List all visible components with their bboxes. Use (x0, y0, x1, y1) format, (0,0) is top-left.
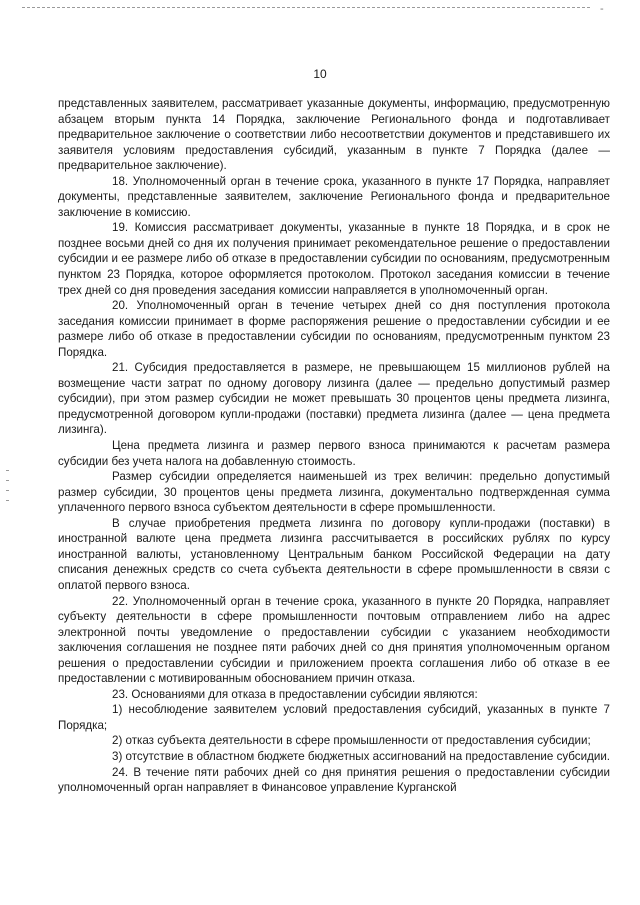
paragraph: Цена предмета лизинга и размер первого взноса принимаются к расчетам размера субсидии без учета налога на добавленную стоимость. (58, 439, 610, 468)
paragraph: Размер субсидии определяется наименьшей из трех величин: предельно допустимый размер субсидии, 30 процентов цены предмета лизинга, документально подтвержденная сумма уплаченного первого взноса субъектом деятельности в сфере промышленности. (58, 470, 610, 515)
paragraph: 22. Уполномоченный орган в течение срока, указанного в пункте 20 Порядка, направляет субъекту деятельности в сфере промышленности почтовым отправлением либо на адрес электронной почты уведомление о предоставлении субсидии с указанием необходимости заключения соглашения не позднее пяти рабочих дней со дня принятия уполномоченным органом решения о предоставлении субсидии и приложением проекта соглашения либо об отказе в ее предоставлении с мотивированным обоснованием причин отказа. (58, 594, 610, 686)
scan-top-rule (22, 7, 590, 8)
paragraph: 2) отказ субъекта деятельности в сфере промышленности от предоставления субсидии; (112, 734, 591, 748)
paragraph: 1) несоблюдение заявителем условий предоставления субсидий, указанных в пункте 7 Порядка; (58, 703, 610, 732)
page-number: 10 (313, 67, 327, 81)
paragraph: В случае приобретения предмета лизинга по договору купли-продажи (поставки) в иностранной валюте цена предмета лизинга рассчитывается в российских рублях по курсу иностранной валюты, установленному Центральным банком Российской Федерации на дату списания денежных средств со счета субъекта деятельности в сфере промышленности в связи с оплатой первого взноса. (58, 516, 610, 592)
scan-corner-mark: - (600, 3, 604, 15)
paragraph: 18. Уполномоченный орган в течение срока, указанного в пункте 17 Порядка, направляет документы, представленные заявителем, заключение Регионального фонда и предварительное заключение в комиссию. (58, 174, 610, 219)
paragraph: 24. В течение пяти рабочих дней со дня принятия решения о предоставлении субсидии уполномоченный орган направляет в Финансовое управление Курганской (58, 765, 610, 795)
scan-edge-marks (6, 470, 10, 510)
paragraph: представленных заявителем, рассматривает указанные документы, информацию, предусмотренную абзацем вторым пункта 14 Порядка, заключение Регионального фонда и подготавливает предварительное заключение о соответствии либо несоответствии документов и представившего их заявителя условиям предоставления субсидий, указанным в пункте 7 Порядка (далее — предварительное заключение). (58, 97, 610, 173)
paragraph: 23. Основаниями для отказа в предоставлении субсидии являются: (112, 687, 478, 701)
paragraph: 21. Субсидия предоставляется в размере, не превышающем 15 миллионов рублей на возмещение части затрат по одному договору лизинга (далее — предельно допустимый размер субсидии), при этом размер субсидии не может превышать 30 процентов цены предмета лизинга, предусмотренной договором купли-продажи (поставки) предмета лизинга (далее — цена предмета лизинга). (58, 361, 610, 437)
paragraph: 3) отсутствие в областном бюджете бюджетных ассигнований на предоставление субсидии. (112, 749, 611, 763)
paragraph: 19. Комиссия рассматривает документы, указанные в пункте 18 Порядка, и в срок не позднее восьми дней со дня их получения принимает рекомендательное решение о предоставлении субсидии и ее размере либо об отказе в предоставлении субсидии по основаниям, предусмотренным пунктом 23 Порядка, которое оформляется протоколом. Протокол заседания комиссии в течение трех дней со дня проведения заседания комиссии направляется в уполномоченный орган. (58, 221, 610, 297)
paragraph: 20. Уполномоченный орган в течение четырех дней со дня поступления протокола заседания комиссии принимает в форме распоряжения решение о предоставлении субсидии и ее размере либо об отказе в предоставлении субсидии по основаниям, предусмотренным пунктом 23 Порядка. (58, 299, 610, 359)
document-body (58, 96, 610, 796)
